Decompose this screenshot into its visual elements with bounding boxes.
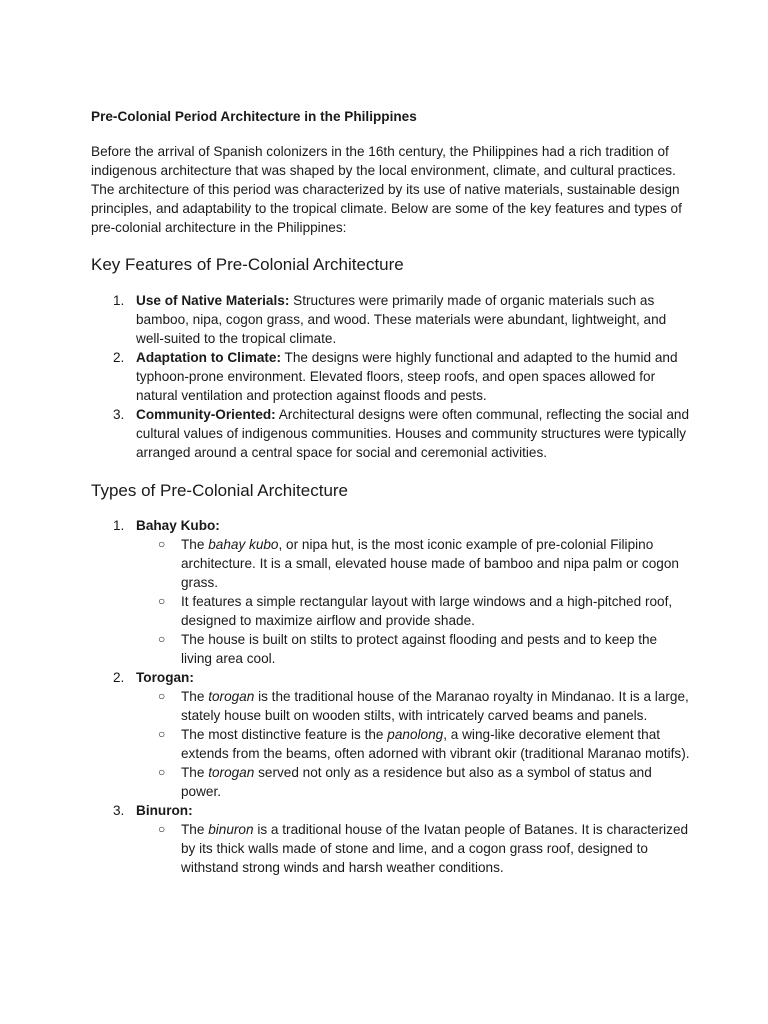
key-features-heading: Key Features of Pre-Colonial Architecture: [91, 255, 404, 274]
item-lead: Binuron:: [136, 803, 193, 818]
item-lead: Use of Native Materials:: [136, 293, 290, 308]
bullet-text: It features a simple rectangular layout with large windows and a high-pitched roof, designed to maximize airflow and provide shade.: [181, 594, 673, 628]
hollow-circle-bullet-icon: ○: [158, 765, 166, 779]
item-lead: Adaptation to Climate:: [136, 350, 281, 365]
sub-bullet-item: [136, 725, 691, 763]
list-number: 1.: [113, 518, 125, 533]
bullet-text: The: [181, 689, 209, 704]
bullet-text: , or nipa hut, is the most iconic example of pre-colonial Filipino architecture. It is a small, elevated house made of bamboo and nipa palm or cogon grass.: [181, 537, 679, 590]
bullet-emphasis: binuron: [208, 822, 254, 837]
bullet-text: The house is built on stilts to protect against flooding and pests and to keep the living area cool.: [181, 632, 658, 666]
bullet-text: is the traditional house of the Maranao royalty in Mindanao. It is a large, stately house built on wooden stilts, with intricately carved beams and panels.: [181, 689, 689, 723]
list-item: [91, 516, 691, 668]
sub-bullet-item: [136, 592, 691, 630]
list-item: [91, 405, 691, 462]
hollow-circle-bullet-icon: ○: [158, 537, 166, 551]
sub-bullet-list: [136, 820, 691, 877]
sub-bullet-item: [136, 535, 691, 592]
bullet-text: The most distinctive feature is the: [181, 727, 388, 742]
sub-bullet-list: [136, 535, 691, 668]
hollow-circle-bullet-icon: ○: [158, 594, 166, 608]
bullet-text: The: [181, 822, 209, 837]
hollow-circle-bullet-icon: ○: [158, 632, 166, 646]
list-number: 1.: [113, 293, 125, 308]
list-number: 3.: [113, 803, 125, 818]
item-lead: Torogan:: [136, 670, 194, 685]
sub-bullet-item: [136, 820, 691, 877]
bullet-text: The: [181, 765, 209, 780]
document-title: Pre-Colonial Period Architecture in the Philippines: [91, 109, 417, 124]
item-text: Architectural designs were often communal, reflecting the social and cultural values of indigenous communities. Houses and community structures were typically arranged around a central space for social and ceremonial activities.: [136, 407, 690, 460]
sub-bullet-item: [136, 763, 691, 801]
list-item: [91, 348, 691, 405]
list-number: 2.: [113, 670, 125, 685]
bullet-emphasis: panolong: [387, 727, 444, 742]
list-item: [91, 668, 691, 801]
bullet-text: , a wing-like decorative element that extends from the beams, often adorned with vibrant okir (traditional Maranao motifs).: [181, 727, 690, 761]
hollow-circle-bullet-icon: ○: [158, 727, 166, 741]
bullet-text: served not only as a residence but also as a symbol of status and power.: [181, 765, 652, 799]
list-item: [91, 291, 691, 348]
item-text: The designs were highly functional and adapted to the humid and typhoon-prone environment. Elevated floors, steep roofs, and open spaces allowed for natural ventilation and protection against floods and pests.: [136, 350, 678, 403]
key-features-list: [91, 291, 691, 462]
list-number: 3.: [113, 407, 125, 422]
bullet-text: The: [181, 537, 209, 552]
sub-bullet-item: [136, 630, 691, 668]
item-lead: Community-Oriented:: [136, 407, 276, 422]
item-lead: Bahay Kubo:: [136, 518, 220, 533]
hollow-circle-bullet-icon: ○: [158, 689, 166, 703]
item-text: Structures were primarily made of organic materials such as bamboo, nipa, cogon grass, and wood. These materials were abundant, lightweight, and well-suited to the tropical climate.: [136, 293, 667, 346]
bullet-text: is a traditional house of the Ivatan people of Batanes. It is characterized by its thick walls made of stone and lime, and a cogon grass roof, designed to withstand strong winds and harsh weather conditions.: [181, 822, 689, 875]
list-number: 2.: [113, 350, 125, 365]
types-heading: Types of Pre-Colonial Architecture: [91, 481, 349, 500]
intro-paragraph: Before the arrival of Spanish colonizers in the 16th century, the Philippines had a rich tradition of indigenous architecture that was shaped by the local environment, climate, and cultural practices. The architecture of this period was characterized by its use of native materials, sustainable design principles, and adaptability to the tropical climate. Below are some of the key features and types of pre-colonial architecture in the Philippines:: [91, 144, 682, 235]
bullet-emphasis: torogan: [208, 689, 255, 704]
bullet-emphasis: bahay kubo: [208, 537, 279, 552]
hollow-circle-bullet-icon: ○: [158, 822, 166, 836]
sub-bullet-list: [136, 687, 691, 801]
list-item: [91, 801, 691, 877]
bullet-emphasis: torogan: [208, 765, 255, 780]
sub-bullet-item: [136, 687, 691, 725]
types-list: [91, 516, 691, 877]
